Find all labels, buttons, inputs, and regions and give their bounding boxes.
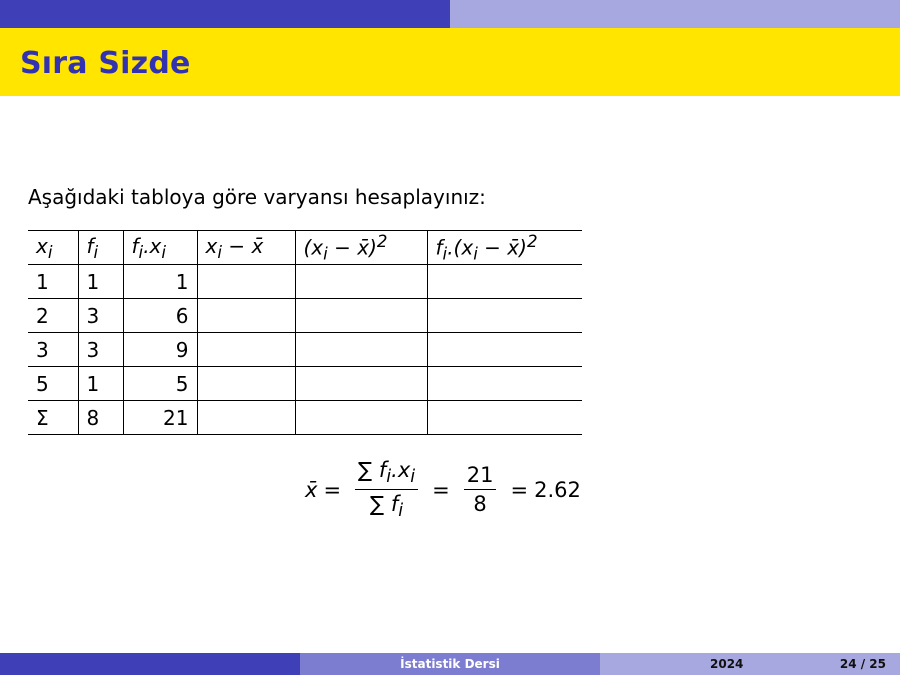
header-fixi: $f_i.x_i$ xyxy=(123,231,197,265)
cell-deviation xyxy=(197,401,295,435)
cell-fixi: 5 xyxy=(123,367,197,401)
cell-xi: 3 xyxy=(28,333,78,367)
table-row xyxy=(28,299,582,333)
cell-sum-symbol: Σ xyxy=(28,401,78,435)
cell-weighted-squared-deviation xyxy=(427,367,582,401)
header-xi: $x_i$ xyxy=(28,231,78,265)
cell-xi: 1 xyxy=(28,265,78,299)
cell-weighted-squared-deviation xyxy=(427,299,582,333)
cell-deviation xyxy=(197,265,295,299)
cell-fixi: 9 xyxy=(123,333,197,367)
frame-title-bar xyxy=(0,28,900,96)
table-header-row xyxy=(28,231,582,265)
numeric-numerator: 21 xyxy=(464,463,497,490)
instruction-text: Aşağıdaki tabloya göre varyansı hesaplayınız: xyxy=(28,185,486,209)
cell-fi: 3 xyxy=(78,333,123,367)
summation-fraction xyxy=(355,458,418,521)
cell-deviation xyxy=(197,367,295,401)
top-bar-right-segment xyxy=(450,0,900,28)
cell-deviation xyxy=(197,333,295,367)
cell-deviation xyxy=(197,299,295,333)
cell-squared-deviation xyxy=(295,333,427,367)
fraction-numerator: ∑ $f_i.x_i$ xyxy=(355,458,418,490)
footer-left-segment xyxy=(0,653,300,675)
footer-right-segment xyxy=(600,653,900,675)
table-row xyxy=(28,367,582,401)
footer-course-title: İstatistik Dersi xyxy=(400,657,500,671)
mean-result: 2.62 xyxy=(534,477,581,502)
cell-fixi: 6 xyxy=(123,299,197,333)
table-total-row xyxy=(28,401,582,435)
numeric-fraction xyxy=(464,463,497,516)
equals-sign: = xyxy=(323,477,342,502)
header-squared-deviation: ($x_i$ − x̄)$^2$ xyxy=(295,231,427,265)
cell-xi: 5 xyxy=(28,367,78,401)
top-bar-left-segment xyxy=(0,0,450,28)
table-row xyxy=(28,265,582,299)
footer-year: 2024 xyxy=(710,657,744,671)
table-row xyxy=(28,333,582,367)
mean-formula xyxy=(305,458,581,521)
fraction-denominator: ∑ $f_i$ xyxy=(370,492,404,522)
header-weighted-squared-deviation: $f_i.(x_i$ − x̄)$^2$ xyxy=(427,231,582,265)
cell-weighted-squared-deviation xyxy=(427,333,582,367)
cell-fi: 1 xyxy=(78,367,123,401)
cell-fi-total: 8 xyxy=(78,401,123,435)
frequency-table xyxy=(28,230,582,435)
header-fi: $f_i$ xyxy=(78,231,123,265)
cell-xi: 2 xyxy=(28,299,78,333)
cell-fixi: 1 xyxy=(123,265,197,299)
header-deviation: $x_i$ − x̄ xyxy=(197,231,295,265)
footer-bar xyxy=(0,653,900,675)
cell-fixi-total: 21 xyxy=(123,401,197,435)
cell-squared-deviation xyxy=(295,265,427,299)
cell-weighted-squared-deviation xyxy=(427,401,582,435)
equals-sign: = xyxy=(510,477,529,502)
cell-fi: 1 xyxy=(78,265,123,299)
cell-squared-deviation xyxy=(295,401,427,435)
equals-sign: = xyxy=(432,477,450,502)
footer-course-segment xyxy=(300,653,600,675)
mean-symbol: x̄ xyxy=(305,477,318,502)
cell-squared-deviation xyxy=(295,367,427,401)
cell-squared-deviation xyxy=(295,299,427,333)
slide-title: Sıra Sizde xyxy=(20,46,191,81)
top-navigation-bar xyxy=(0,0,900,28)
numeric-denominator: 8 xyxy=(473,492,487,517)
footer-page-number: 24 / 25 xyxy=(839,657,886,671)
cell-weighted-squared-deviation xyxy=(427,265,582,299)
cell-fi: 3 xyxy=(78,299,123,333)
